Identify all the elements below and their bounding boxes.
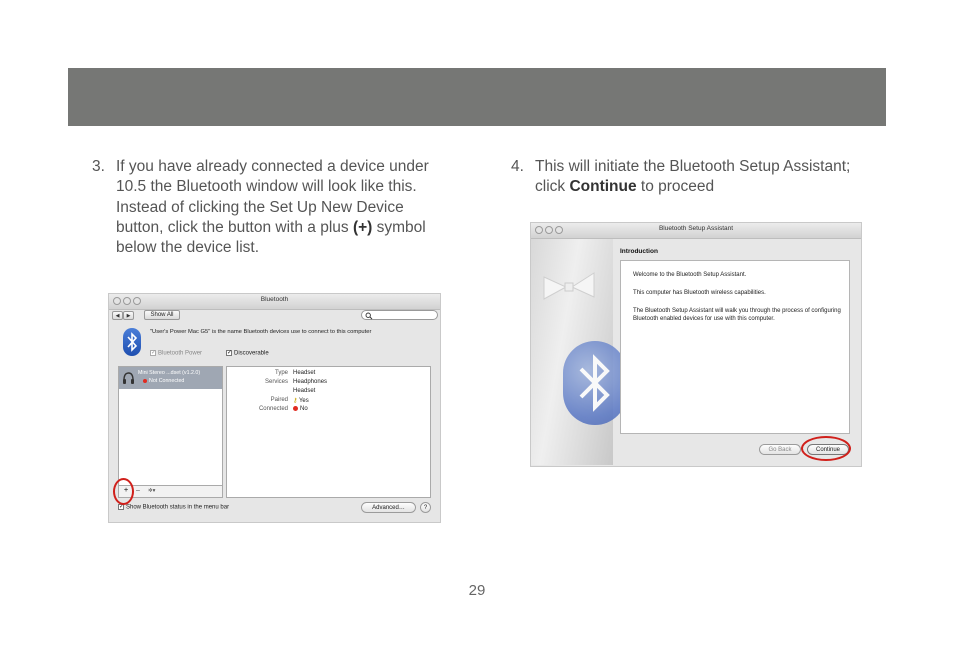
step-3-text-a: If you have already connected a device under 10.5 the Bluetooth window will look like this. Instead of clicking the Set Up New Device button, click the button with a plus <box>116 158 429 236</box>
introduction-heading: Introduction <box>620 248 658 255</box>
device-status <box>143 378 184 384</box>
search-input[interactable] <box>361 310 438 320</box>
step-4-text <box>535 157 881 198</box>
remove-device-button[interactable]: – <box>136 487 140 494</box>
go-back-button[interactable]: Go Back <box>759 444 801 455</box>
step-4-bold: Continue <box>569 178 637 196</box>
step-3-text-b: symbol below the device list. <box>116 218 426 257</box>
advanced-button[interactable]: Advanced… <box>361 502 416 513</box>
status-dot-icon <box>143 379 147 383</box>
step-3-text <box>116 157 442 258</box>
step-4-text-a: This will initiate the Bluetooth Setup Assistant; click <box>535 158 851 196</box>
intro-paragraph-2: This computer has Bluetooth wireless capabilities. <box>633 290 766 296</box>
bluetooth-logo-icon <box>563 341 627 425</box>
computer-name-text: "User's Power Mac G5" is the name Bluetooth devices use to connect to this computer <box>150 329 372 335</box>
intro-paragraph-1: Welcome to the Bluetooth Setup Assistant. <box>633 272 747 278</box>
step-4-text-b: to proceed <box>636 178 715 196</box>
bt-titlebar <box>109 294 440 310</box>
sa-window-title: Bluetooth Setup Assistant <box>658 225 734 232</box>
bow-tie-icon <box>539 269 599 309</box>
back-button[interactable]: ◀ <box>112 311 123 320</box>
paired-key-icon: ⚷ <box>293 398 298 404</box>
setup-assistant-window <box>530 222 862 467</box>
gear-menu-button[interactable]: ✲▾ <box>148 488 156 494</box>
bluetooth-prefs-window <box>108 293 441 523</box>
step-3-bold: (+) <box>352 218 373 236</box>
show-status-checkbox[interactable]: ✓ Show Bluetooth status in the menu bar <box>119 504 230 511</box>
show-all-button[interactable]: Show All <box>144 310 180 320</box>
header-banner <box>68 68 886 126</box>
bluetooth-power-checkbox[interactable]: ✓ Bluetooth Power <box>151 350 203 357</box>
bluetooth-logo-icon <box>123 328 141 356</box>
page-number: 29 <box>468 582 486 599</box>
step-3-number: 3. <box>92 158 105 175</box>
show-status-label: Show Bluetooth status in the menu bar <box>126 504 230 511</box>
list-item[interactable] <box>119 367 222 389</box>
highlight-continue-button <box>801 436 851 461</box>
continue-button[interactable]: Continue <box>807 444 849 455</box>
device-details-panel: Type Headset Services Headphones Headset Paired ⚷ Yes Connected No <box>226 366 431 498</box>
search-icon <box>365 312 373 320</box>
add-device-button[interactable]: + <box>124 487 129 494</box>
sa-titlebar <box>531 223 861 239</box>
device-name: Mini Stereo ...dset (v1.2.0) <box>138 370 201 376</box>
discoverable-checkbox[interactable]: ✓ Discoverable <box>227 350 269 357</box>
headset-icon <box>122 371 135 385</box>
device-status-label: Not Connected <box>149 378 185 384</box>
intro-paragraph-3: The Bluetooth Setup Assistant will walk you through the process of configuring Bluetooth enabled devices for use with this computer. <box>633 308 841 322</box>
intro-panel <box>620 260 850 434</box>
status-dot-icon <box>293 406 298 411</box>
bluetooth-power-label: Bluetooth Power <box>158 350 203 357</box>
forward-button[interactable]: ▶ <box>123 311 134 320</box>
discoverable-label: Discoverable <box>234 350 269 357</box>
bt-window-title: Bluetooth <box>260 296 289 303</box>
highlight-add-button <box>113 478 134 505</box>
step-4-number: 4. <box>511 158 524 175</box>
help-button[interactable]: ? <box>420 502 431 513</box>
bt-toolbar <box>109 310 440 322</box>
device-list[interactable] <box>118 366 223 486</box>
